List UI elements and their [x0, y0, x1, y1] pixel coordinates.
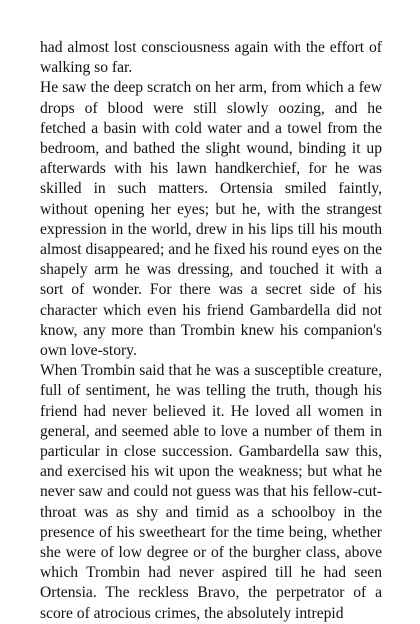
paragraph-1: had almost lost consciousness again with the effort of walking so far. — [40, 39, 382, 77]
paragraph-2: He saw the deep scratch on her arm, from which a few drops of blood were still slowly oozing, and he fetched a basin with cold water and a towel from the bedroom, and bathed the slight wound, binding it up afterwards with his lawn handkerchief, for he was skilled in such matters. Ortensia smiled faintly, without opening her eyes; but he, with the strangest expression in the world, drew in his lips till his mouth almost disappeared; and he fixed his round eyes on the shapely arm he was dressing, and touched it with a sort of wonder. For there was a secret side of his character which even his friend Gambardella did not know, any more than Trombin knew his companion's own love-story. — [40, 79, 382, 360]
paragraph-3: When Trombin said that he was a susceptible creature, full of sentiment, he was telling the truth, though his friend had never believed it. He loved all women in general, and seemed able to love a number of them in particular in close succession. Gambardella saw this, and exercised his wit upon the weakness; but what he never saw and could not guess was that his fellow-cut-throat was as shy and timid as a schoolboy in the presence of his sweetheart for the time being, whether she were of low degree or of the burgher class, above which Trombin had never aspired till he had seen Ortensia. The reckless Bravo, the perpetrator of a score of atrocious crimes, the absolutely intrepid — [40, 362, 382, 622]
